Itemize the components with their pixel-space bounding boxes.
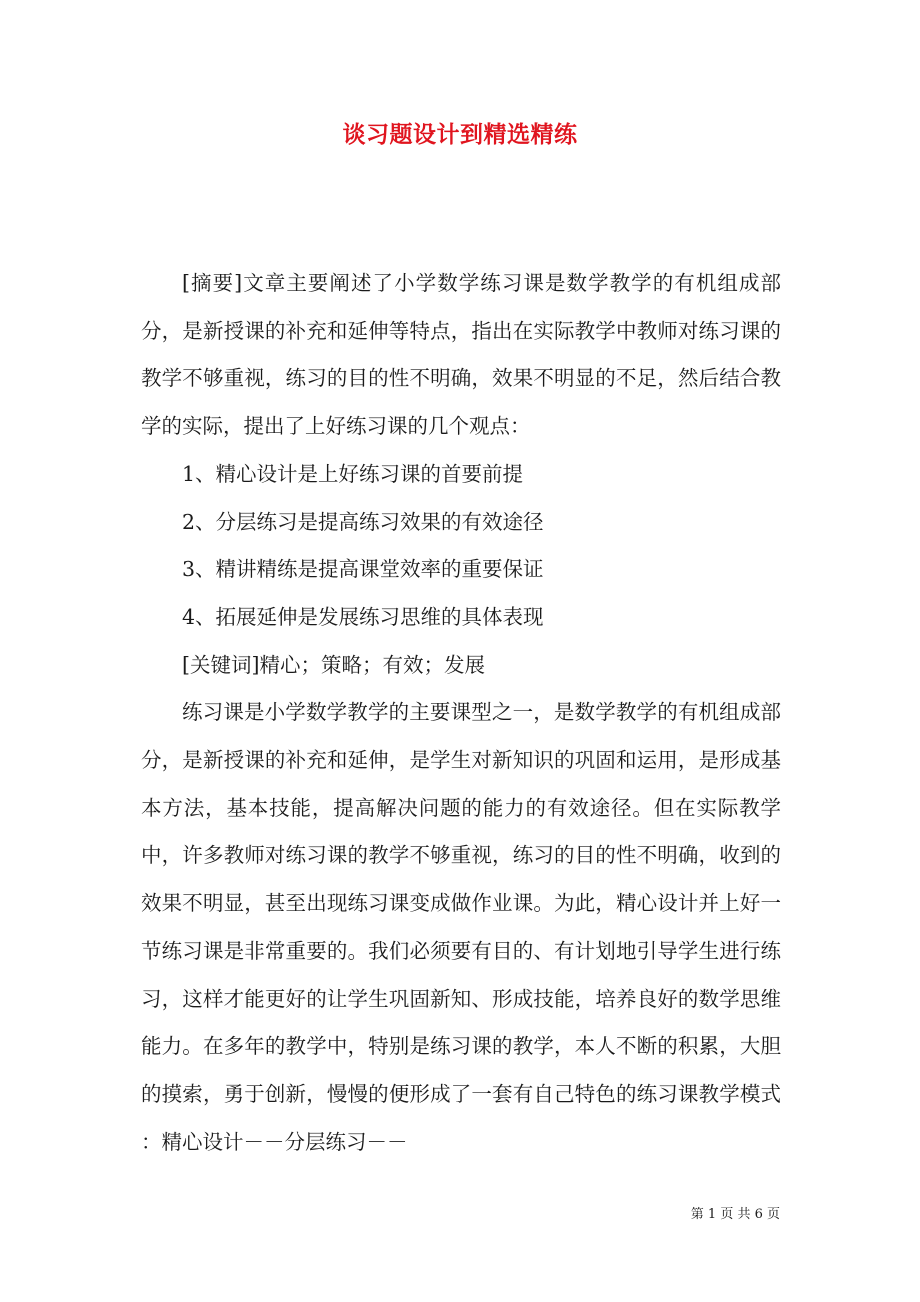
keywords-paragraph: [关键词]精心；策略；有效；发展 <box>182 652 485 677</box>
document-body <box>141 260 781 1166</box>
point-3: 3、精讲精练是提高课堂效率的重要保证 <box>182 557 544 582</box>
point-2: 2、分层练习是提高练习效果的有效途径 <box>182 509 544 534</box>
page-number-label: 第 1 页 共 6 页 <box>690 1207 780 1222</box>
point-1: 1、精心设计是上好练习课的首要前提 <box>182 461 524 486</box>
page-footer <box>600 1205 780 1225</box>
abstract-paragraph: [摘要]文章主要阐述了小学数学练习课是数学教学的有机组成部分，是新授课的补充和延伸等特点，指出在实际教学中教师对练习课的教学不够重视，练习的目的性不明确，效果不明显的不足，然后结合教学的实际，提出了上好练习课的几个观点： <box>141 271 781 439</box>
document-title: 谈习题设计到精选精练 <box>342 121 578 148</box>
point-4: 4、拓展延伸是发展练习思维的具体表现 <box>182 604 544 629</box>
body-paragraph: 练习课是小学数学教学的主要课型之一，是数学教学的有机组成部分，是新授课的补充和延伸，是学生对新知识的巩固和运用，是形成基本方法，基本技能，提高解决问题的能力的有效途径。但在实际教学中，许多教师对练习课的教学不够重视，练习的目的性不明确，收到的效果不明显，甚至出现练习课变成做作业课。为此，精心设计并上好一节练习课是非常重要的。我们必须要有目的、有计划地引导学生进行练习，这样才能更好的让学生巩固新知、形成技能，培养良好的数学思维能力。在多年的教学中，特别是练习课的教学，本人不断的积累，大胆的摸索，勇于创新，慢慢的便形成了一套有自己特色的练习课教学模式 ：精心设计－－分层练习－－ <box>141 700 781 1154</box>
